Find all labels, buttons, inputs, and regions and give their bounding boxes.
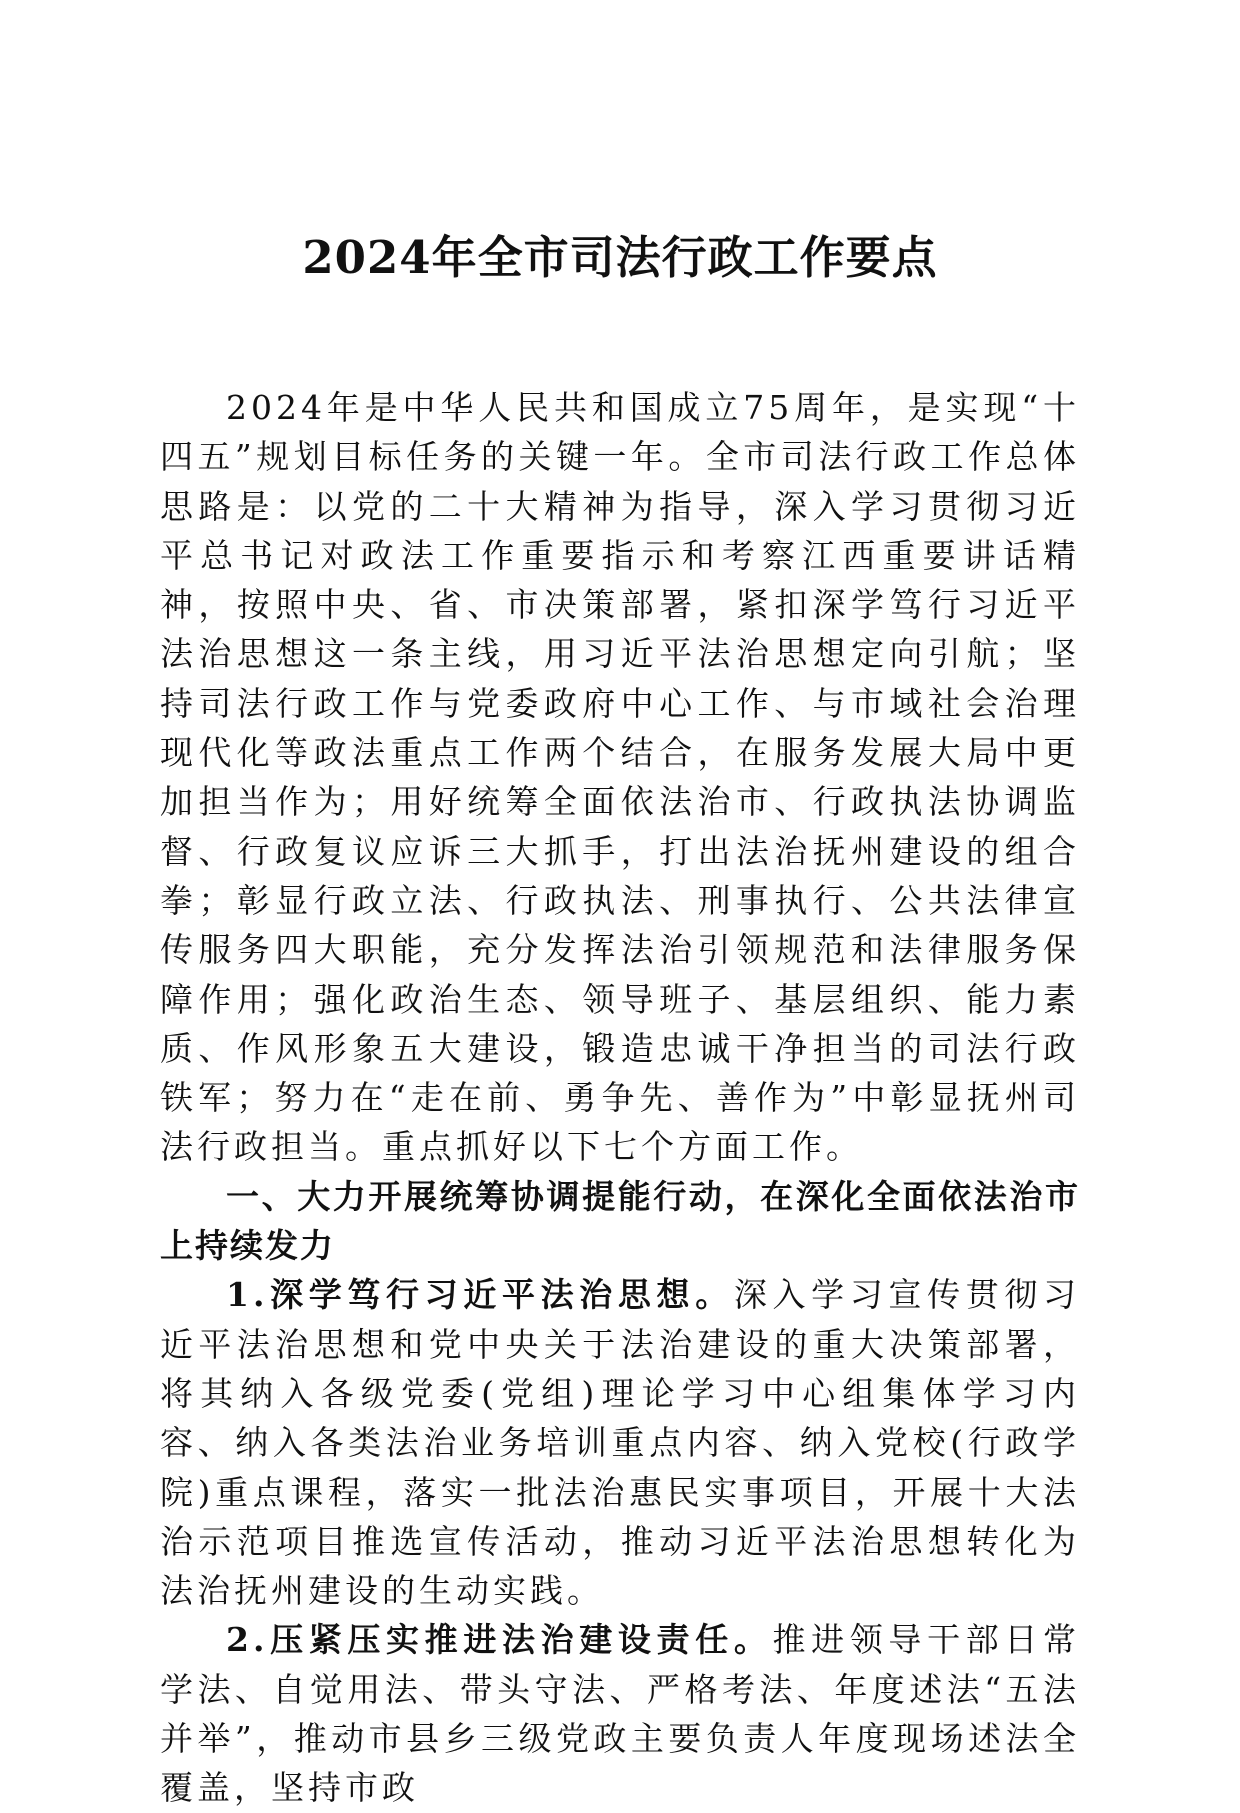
document-body	[160, 383, 1080, 1813]
section-heading-1: 一、大力开展统筹协调提能行动，在深化全面依法治市上持续发力	[160, 1176, 1080, 1266]
item-2-lead: 2.压紧压实推进法治建设责任。	[226, 1620, 773, 1660]
item-2-text: 推进领导干部日常学法、自觉用法、带头守法、严格考法、年度述法“五法并举”，推动市县乡三级党政主要负责人年度现场述法全覆盖，坚持市政	[160, 1620, 1081, 1808]
item-1-text: 深入学习宣传贯彻习近平法治思想和党中央关于法治建设的重大决策部署，将其纳入各级党委(党组)理论学习中心组集体学习内容、纳入各类法治业务培训重点内容、纳入党校(行政学院)重点课程，落实一批法治惠民实事项目，开展十大法治示范项目推选宣传活动，推动习近平法治思想转化为法治抚州建设的生动实践。	[160, 1275, 1081, 1611]
item-2-paragraph	[160, 1615, 1080, 1812]
document-title: 2024年全市司法行政工作要点	[302, 231, 938, 284]
intro-paragraph: 2024年是中华人民共和国成立75周年，是实现“十四五”规划目标任务的关键一年。全市司法行政工作总体思路是：以党的二十大精神为指导，深入学习贯彻习近平总书记对政法工作重要指示和考察江西重要讲话精神，按照中央、省、市决策部署，紧扣深学笃行习近平法治思想这一条主线，用习近平法治思想定向引航；坚持司法行政工作与党委政府中心工作、与市域社会治理现代化等政法重点工作两个结合，在服务发展大局中更加担当作为；用好统筹全面依法治市、行政执法协调监督、行政复议应诉三大抓手，打出法治抚州建设的组合拳；彰显行政立法、行政执法、刑事执行、公共法律宣传服务四大职能，充分发挥法治引领规范和法律服务保障作用；强化政治生态、领导班子、基层组织、能力素质、作风形象五大建设，锻造忠诚干净担当的司法行政铁军；努力在“走在前、勇争先、善作为”中彰显抚州司法行政担当。重点抓好以下七个方面工作。	[160, 388, 1080, 1167]
item-1-paragraph	[160, 1270, 1080, 1615]
item-1-lead: 1.深学笃行习近平法治思想。	[226, 1275, 734, 1315]
